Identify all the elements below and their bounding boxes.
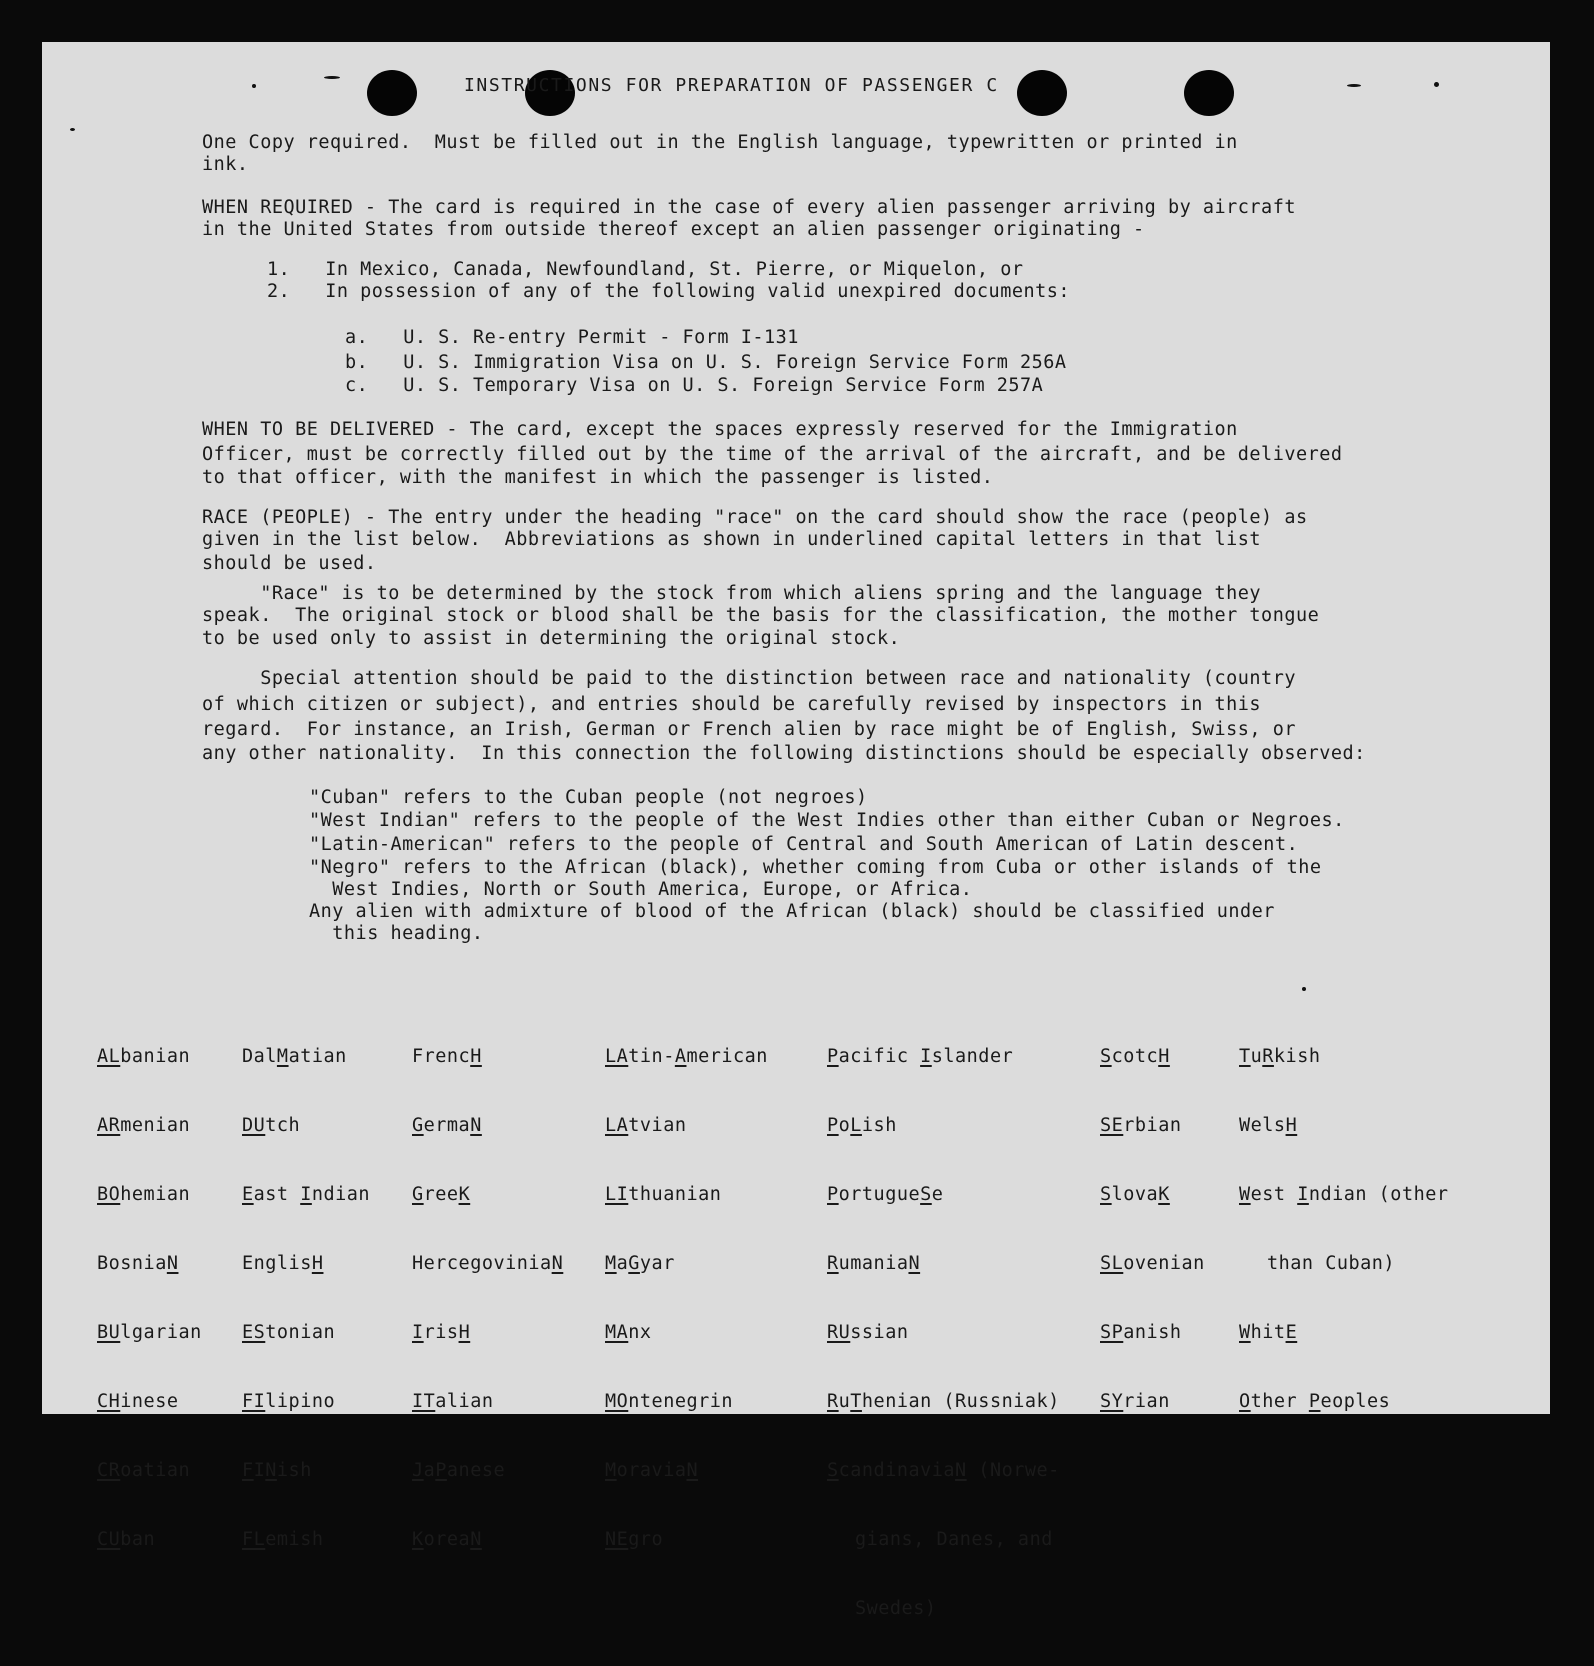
race-text: to be used only to assist in determining the original stock. xyxy=(202,628,901,649)
distinction-text: West Indies, North or South America, Europe, or Africa. xyxy=(309,879,973,900)
race-list-item: BOhemian xyxy=(97,1184,191,1205)
race-list-item: EStonian xyxy=(242,1322,336,1343)
race-list-item: ScotcH xyxy=(1100,1046,1170,1067)
distinction-text: "Latin-American" refers to the people of Central and South American of Latin descent. xyxy=(309,834,1299,855)
race-text: should be used. xyxy=(202,553,377,574)
race-list-item: SErbian xyxy=(1100,1115,1182,1136)
distinction-text: Any alien with admixture of blood of the African (black) should be classified under xyxy=(309,901,1275,922)
race-list-item: SPanish xyxy=(1100,1322,1182,1343)
race-list-item: CHinese xyxy=(97,1391,179,1412)
race-list-item: KoreaN xyxy=(412,1529,482,1550)
distinction-text: "Cuban" refers to the Cuban people (not negroes) xyxy=(309,787,868,808)
race-text: any other nationality. In this connection the following distinctions should be especially observed: xyxy=(202,743,1366,764)
race-list-item: MOntenegrin xyxy=(605,1391,734,1412)
race-list-column xyxy=(827,999,1060,1666)
race-list-item: GermaN xyxy=(412,1115,482,1136)
race-list-column xyxy=(412,999,563,1597)
page-title: INSTRUCTIONS FOR PREPARATION OF PASSENGER C xyxy=(464,75,999,96)
race-list-item: GreeK xyxy=(412,1184,471,1205)
when-required-text: WHEN REQUIRED - The card is required in the case of every alien passenger arriving by aircraft xyxy=(202,197,1296,218)
list-subitem: a. U. S. Re-entry Permit - Form I-131 xyxy=(345,327,799,348)
race-list-item: PoLish xyxy=(827,1115,897,1136)
race-text: Special attention should be paid to the distinction between race and nationality (country xyxy=(202,668,1296,689)
race-list-item: EnglisH xyxy=(242,1253,324,1274)
race-list-item: IrisH xyxy=(412,1322,471,1343)
race-list-item: CRoatian xyxy=(97,1460,191,1481)
race-list-item: East Indian xyxy=(242,1184,371,1205)
race-list-item: LAtin-American xyxy=(605,1046,768,1067)
list-subitem: b. U. S. Immigration Visa on U. S. Foreign Service Form 256A xyxy=(345,352,1067,373)
intro-text: ink. xyxy=(202,154,249,175)
race-list-item: FrencH xyxy=(412,1046,482,1067)
list-item: 2. In possession of any of the following valid unexpired documents: xyxy=(267,281,1071,302)
race-list-item: ARmenian xyxy=(97,1115,191,1136)
race-list-item: RUssian xyxy=(827,1322,909,1343)
race-list-item: WelsH xyxy=(1239,1115,1298,1136)
document-page xyxy=(42,42,1550,1619)
race-list-item: FINish xyxy=(242,1460,312,1481)
when-delivered-text: to that officer, with the manifest in which the passenger is listed. xyxy=(202,467,994,488)
race-text: "Race" is to be determined by the stock from which aliens spring and the language they xyxy=(202,583,1262,604)
race-list-item: PortugueSe xyxy=(827,1184,944,1205)
race-text: given in the list below. Abbreviations as shown in underlined capital letters in that list xyxy=(202,529,1262,550)
race-list-item: BUlgarian xyxy=(97,1322,202,1343)
race-list-item: ITalian xyxy=(412,1391,494,1412)
when-delivered-text: Officer, must be correctly filled out by the time of the arrival of the aircraft, and be delivered xyxy=(202,444,1343,465)
race-text: of which citizen or subject), and entries should be carefully revised by inspectors in this xyxy=(202,694,1262,715)
race-list-item: FIlipino xyxy=(242,1391,336,1412)
race-list-item: TuRkish xyxy=(1239,1046,1321,1067)
list-item: 1. In Mexico, Canada, Newfoundland, St. Pierre, or Miquelon, or xyxy=(267,259,1024,280)
race-list-item: CUban xyxy=(97,1529,156,1550)
race-list-item: RumaniaN xyxy=(827,1253,921,1274)
race-list-item: FLemish xyxy=(242,1529,324,1550)
race-list-item: LIthuanian xyxy=(605,1184,722,1205)
distinction-text: this heading. xyxy=(309,923,484,944)
race-list-item: Swedes) xyxy=(855,1598,937,1619)
when-required-text: in the United States from outside thereof except an alien passenger originating - xyxy=(202,219,1145,240)
race-list-item: LAtvian xyxy=(605,1115,687,1136)
race-list-column xyxy=(97,999,202,1597)
race-list-item: DUtch xyxy=(242,1115,301,1136)
race-list-item: SLovenian xyxy=(1100,1253,1205,1274)
race-list-item: SYrian xyxy=(1100,1391,1170,1412)
race-list-column xyxy=(1100,999,1205,1459)
when-delivered-text: WHEN TO BE DELIVERED - The card, except the spaces expressly reserved for the Immigration xyxy=(202,419,1238,440)
race-list-item: MAnx xyxy=(605,1322,652,1343)
distinction-text: "West Indian" refers to the people of the West Indies other than either Cuban or Negroes. xyxy=(309,810,1345,831)
distinction-text: "Negro" refers to the African (black), whether coming from Cuba or other islands of the xyxy=(309,857,1322,878)
race-list-item: BosniaN xyxy=(97,1253,179,1274)
race-list-column xyxy=(242,999,370,1597)
race-list-column xyxy=(1239,999,1449,1459)
race-list-item: DalMatian xyxy=(242,1046,347,1067)
race-list-item: HercegoviniaN xyxy=(412,1253,564,1274)
race-list-item: gians, Danes, and xyxy=(855,1529,1053,1550)
race-list-item: ALbanian xyxy=(97,1046,191,1067)
race-list-item: SlovaK xyxy=(1100,1184,1170,1205)
race-text: speak. The original stock or blood shall be the basis for the classification, the mother tongue xyxy=(202,605,1320,626)
race-list-item: than Cuban) xyxy=(1267,1253,1396,1274)
race-text: regard. For instance, an Irish, German or French alien by race might be of English, Swiss, or xyxy=(202,719,1296,740)
race-list-item: MaGyar xyxy=(605,1253,675,1274)
race-list-item: MoraviaN xyxy=(605,1460,699,1481)
race-list-item: JaPanese xyxy=(412,1460,506,1481)
intro-text: One Copy required. Must be filled out in the English language, typewritten or printed in xyxy=(202,132,1238,153)
race-list-item: RuThenian (Russniak) xyxy=(827,1391,1060,1412)
race-list-column xyxy=(605,999,768,1597)
list-subitem: c. U. S. Temporary Visa on U. S. Foreign Service Form 257A xyxy=(345,375,1044,396)
race-list-item: West Indian (other xyxy=(1239,1184,1449,1205)
race-list-item: ScandinaviaN (Norwe- xyxy=(827,1460,1060,1481)
race-list-item: NEgro xyxy=(605,1529,664,1550)
race-text: RACE (PEOPLE) - The entry under the heading "race" on the card should show the race (people) as xyxy=(202,507,1308,528)
race-list-item: Other Peoples xyxy=(1239,1391,1391,1412)
race-list-item: WhitE xyxy=(1239,1322,1298,1343)
race-list-item: Pacific Islander xyxy=(827,1046,1014,1067)
